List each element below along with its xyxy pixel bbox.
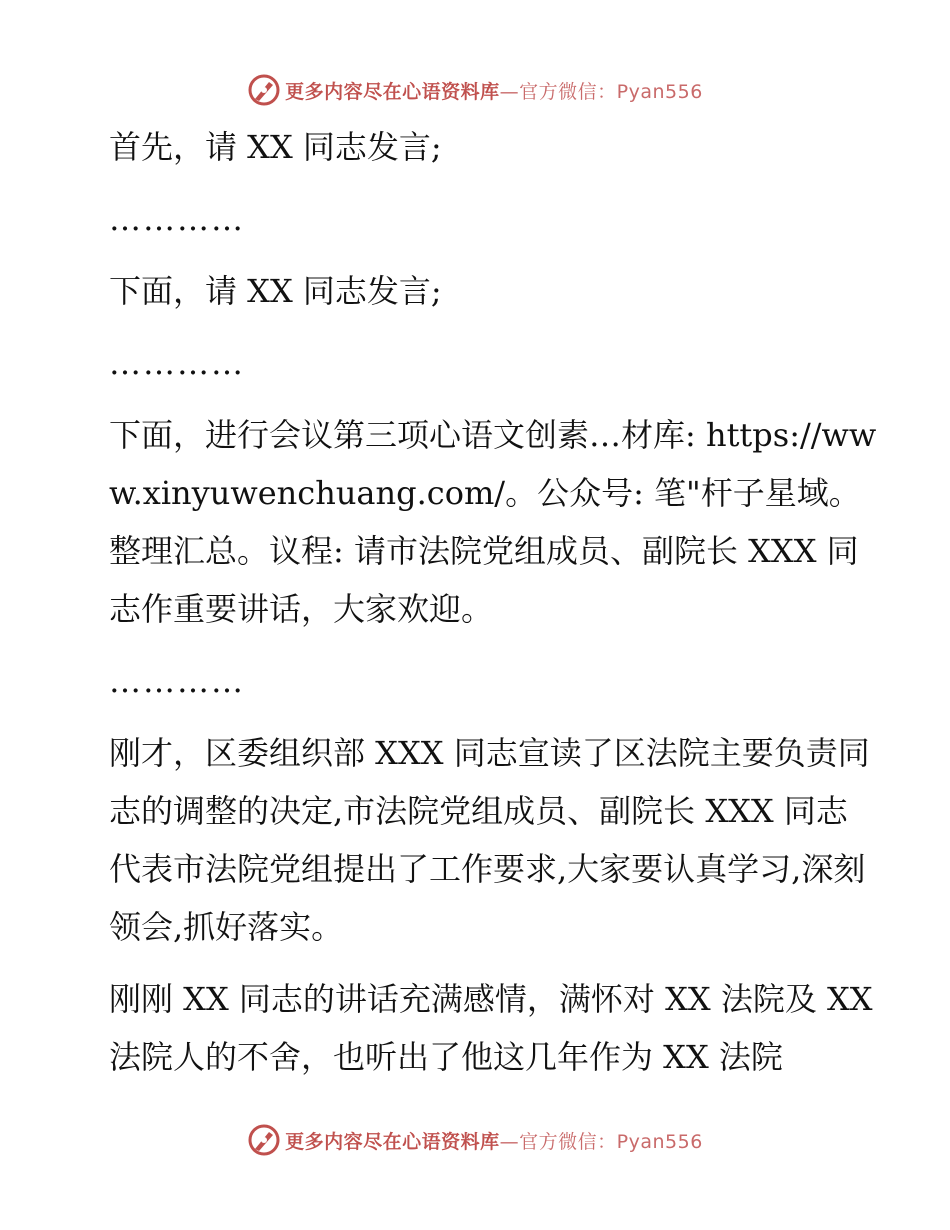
- paragraph-3: 下面，进行会议第三项心语文创素…材库: https://www.xinyuwenchuang.com/。公众号: 笔"杆子星域。整理汇总。议程: 请市法院党组成员、副院长 XXX 同志作重要讲话，大家欢迎。: [109, 416, 877, 628]
- ellipsis-3: …………: [109, 662, 245, 700]
- paragraph-1: 首先，请 XX 同志发言;: [109, 128, 442, 166]
- footer-banner: [0, 1120, 950, 1160]
- paragraph-4: 刚才，区委组织部 XXX 同志宣读了区法院主要负责同志的调整的决定,市法院党组成员、副院长 XXX 同志代表市法院党组提出了工作要求,大家要认真学习,深刻领会,抓好落实。: [109, 734, 870, 946]
- ellipsis-2: …………: [109, 344, 245, 382]
- banner-text: 更多内容尽在心语资料库—官方微信：Pyan556: [285, 1130, 703, 1153]
- document-body: [97, 118, 877, 1100]
- pen-logo-icon: [247, 73, 281, 107]
- ellipsis-1: …………: [109, 200, 245, 238]
- paragraph-2: 下面，请 XX 同志发言;: [109, 272, 442, 310]
- pen-logo-icon: [247, 1123, 281, 1157]
- banner-text: 更多内容尽在心语资料库—官方微信：Pyan556: [285, 80, 703, 103]
- header-banner: [0, 70, 950, 110]
- paragraph-5: 刚刚 XX 同志的讲话充满感情，满怀对 XX 法院及 XX 法院人的不舍，也听出了他这几年作为 XX 法院: [109, 980, 873, 1076]
